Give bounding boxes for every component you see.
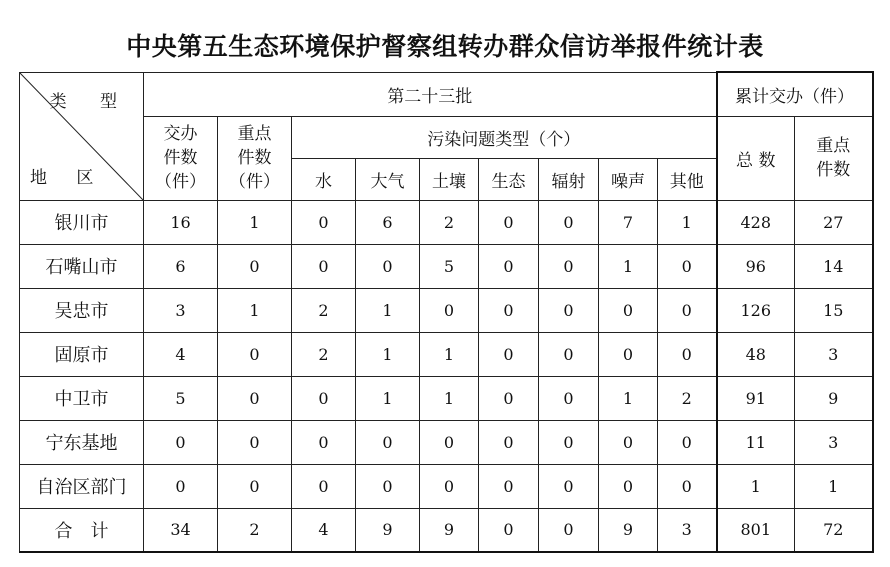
cumulative-key-cell: 15 [795, 288, 873, 332]
table-row [20, 244, 873, 288]
other-cell: 0 [658, 288, 717, 332]
header-category-air: 大气 [356, 158, 420, 200]
table-row [20, 420, 873, 464]
header-key-count [218, 116, 292, 200]
soil-cell: 1 [420, 376, 479, 420]
radiation-cell: 0 [539, 420, 599, 464]
noise-cell: 0 [599, 464, 658, 508]
air-cell: 6 [356, 200, 420, 244]
water-cell: 0 [292, 420, 356, 464]
water-cell: 2 [292, 288, 356, 332]
noise-cell: 1 [599, 376, 658, 420]
other-cell: 1 [658, 200, 717, 244]
water-cell: 0 [292, 464, 356, 508]
header-assigned-line1: 交办 [163, 124, 198, 144]
header-key-cum-line1: 重点 [816, 136, 851, 156]
region-cell: 自治区部门 [20, 464, 144, 508]
region-cell: 吴忠市 [20, 288, 144, 332]
assigned-cell: 4 [144, 332, 218, 376]
header-assigned-line2: 件数 [163, 148, 198, 168]
header-assigned-line3: （件） [155, 172, 206, 192]
cumulative-total-cell: 11 [717, 420, 795, 464]
soil-cell: 0 [420, 420, 479, 464]
other-cell: 0 [658, 420, 717, 464]
header-assigned-count [144, 116, 218, 200]
assigned-cell: 0 [144, 420, 218, 464]
header-area-label: 地 区 [30, 167, 106, 188]
soil-cell: 5 [420, 244, 479, 288]
cumulative-key-cell: 3 [795, 420, 873, 464]
header-total: 总 数 [717, 116, 795, 200]
region-cell: 石嘴山市 [20, 244, 144, 288]
table-row [20, 332, 873, 376]
eco-cell: 0 [479, 420, 539, 464]
cumulative-key-cell: 9 [795, 376, 873, 420]
table-row [20, 200, 873, 244]
region-cell: 固原市 [20, 332, 144, 376]
region-cell: 中卫市 [20, 376, 144, 420]
noise-cell: 0 [599, 420, 658, 464]
air-cell: 1 [356, 376, 420, 420]
header-cumulative: 累计交办（件） [717, 72, 873, 116]
key-cell: 1 [218, 200, 292, 244]
water-cell: 4 [292, 508, 356, 552]
cumulative-total-cell: 91 [717, 376, 795, 420]
air-cell: 0 [356, 244, 420, 288]
other-cell: 0 [658, 244, 717, 288]
cumulative-key-cell: 27 [795, 200, 873, 244]
key-cell: 0 [218, 244, 292, 288]
header-batch: 第二十三批 [144, 72, 717, 116]
water-cell: 2 [292, 332, 356, 376]
cumulative-total-cell: 48 [717, 332, 795, 376]
cumulative-key-cell: 14 [795, 244, 873, 288]
eco-cell: 0 [479, 332, 539, 376]
header-category-water: 水 [292, 158, 356, 200]
radiation-cell: 0 [539, 464, 599, 508]
cumulative-total-cell: 96 [717, 244, 795, 288]
soil-cell: 1 [420, 332, 479, 376]
key-cell: 0 [218, 464, 292, 508]
region-cell: 银川市 [20, 200, 144, 244]
eco-cell: 0 [479, 376, 539, 420]
noise-cell: 1 [599, 244, 658, 288]
key-cell: 1 [218, 288, 292, 332]
table-row [20, 508, 873, 552]
key-cell: 2 [218, 508, 292, 552]
soil-cell: 0 [420, 288, 479, 332]
soil-cell: 9 [420, 508, 479, 552]
header-pollution-types: 污染问题类型（个） [292, 116, 717, 158]
assigned-cell: 0 [144, 464, 218, 508]
header-corner-cell [20, 72, 144, 200]
other-cell: 3 [658, 508, 717, 552]
noise-cell: 7 [599, 200, 658, 244]
header-key-line1: 重点 [237, 124, 272, 144]
cumulative-key-cell: 72 [795, 508, 873, 552]
eco-cell: 0 [479, 464, 539, 508]
eco-cell: 0 [479, 508, 539, 552]
header-category-radiation: 辐射 [539, 158, 599, 200]
eco-cell: 0 [479, 288, 539, 332]
page-title: 中央第五生态环境保护督察组转办群众信访举报件统计表 [126, 32, 764, 61]
cumulative-total-cell: 801 [717, 508, 795, 552]
table-row [20, 464, 873, 508]
key-cell: 0 [218, 420, 292, 464]
header-key-line2: 件数 [237, 148, 272, 168]
other-cell: 2 [658, 376, 717, 420]
radiation-cell: 0 [539, 508, 599, 552]
noise-cell: 0 [599, 288, 658, 332]
soil-cell: 2 [420, 200, 479, 244]
water-cell: 0 [292, 376, 356, 420]
region-cell: 宁东基地 [20, 420, 144, 464]
noise-cell: 9 [599, 508, 658, 552]
assigned-cell: 34 [144, 508, 218, 552]
noise-cell: 0 [599, 332, 658, 376]
radiation-cell: 0 [539, 288, 599, 332]
air-cell: 0 [356, 420, 420, 464]
cumulative-key-cell: 1 [795, 464, 873, 508]
header-key-cumulative [795, 116, 873, 200]
radiation-cell: 0 [539, 332, 599, 376]
water-cell: 0 [292, 200, 356, 244]
statistics-table [19, 71, 874, 553]
cumulative-key-cell: 3 [795, 332, 873, 376]
air-cell: 9 [356, 508, 420, 552]
cumulative-total-cell: 126 [717, 288, 795, 332]
region-cell: 合 计 [20, 508, 144, 552]
header-category-soil: 土壤 [420, 158, 479, 200]
radiation-cell: 0 [539, 200, 599, 244]
water-cell: 0 [292, 244, 356, 288]
other-cell: 0 [658, 464, 717, 508]
assigned-cell: 16 [144, 200, 218, 244]
cumulative-total-cell: 428 [717, 200, 795, 244]
radiation-cell: 0 [539, 376, 599, 420]
other-cell: 0 [658, 332, 717, 376]
header-type-label: 类 型 [49, 91, 131, 112]
assigned-cell: 5 [144, 376, 218, 420]
header-category-noise: 噪声 [599, 158, 658, 200]
eco-cell: 0 [479, 244, 539, 288]
air-cell: 1 [356, 288, 420, 332]
key-cell: 0 [218, 332, 292, 376]
table-row [20, 376, 873, 420]
assigned-cell: 3 [144, 288, 218, 332]
air-cell: 1 [356, 332, 420, 376]
soil-cell: 0 [420, 464, 479, 508]
eco-cell: 0 [479, 200, 539, 244]
radiation-cell: 0 [539, 244, 599, 288]
table-row [20, 288, 873, 332]
header-key-line3: （件） [229, 172, 280, 192]
assigned-cell: 6 [144, 244, 218, 288]
header-category-other: 其他 [658, 158, 717, 200]
air-cell: 0 [356, 464, 420, 508]
cumulative-total-cell: 1 [717, 464, 795, 508]
key-cell: 0 [218, 376, 292, 420]
header-category-eco: 生态 [479, 158, 539, 200]
header-key-cum-line2: 件数 [816, 160, 851, 180]
table-body [20, 200, 873, 552]
